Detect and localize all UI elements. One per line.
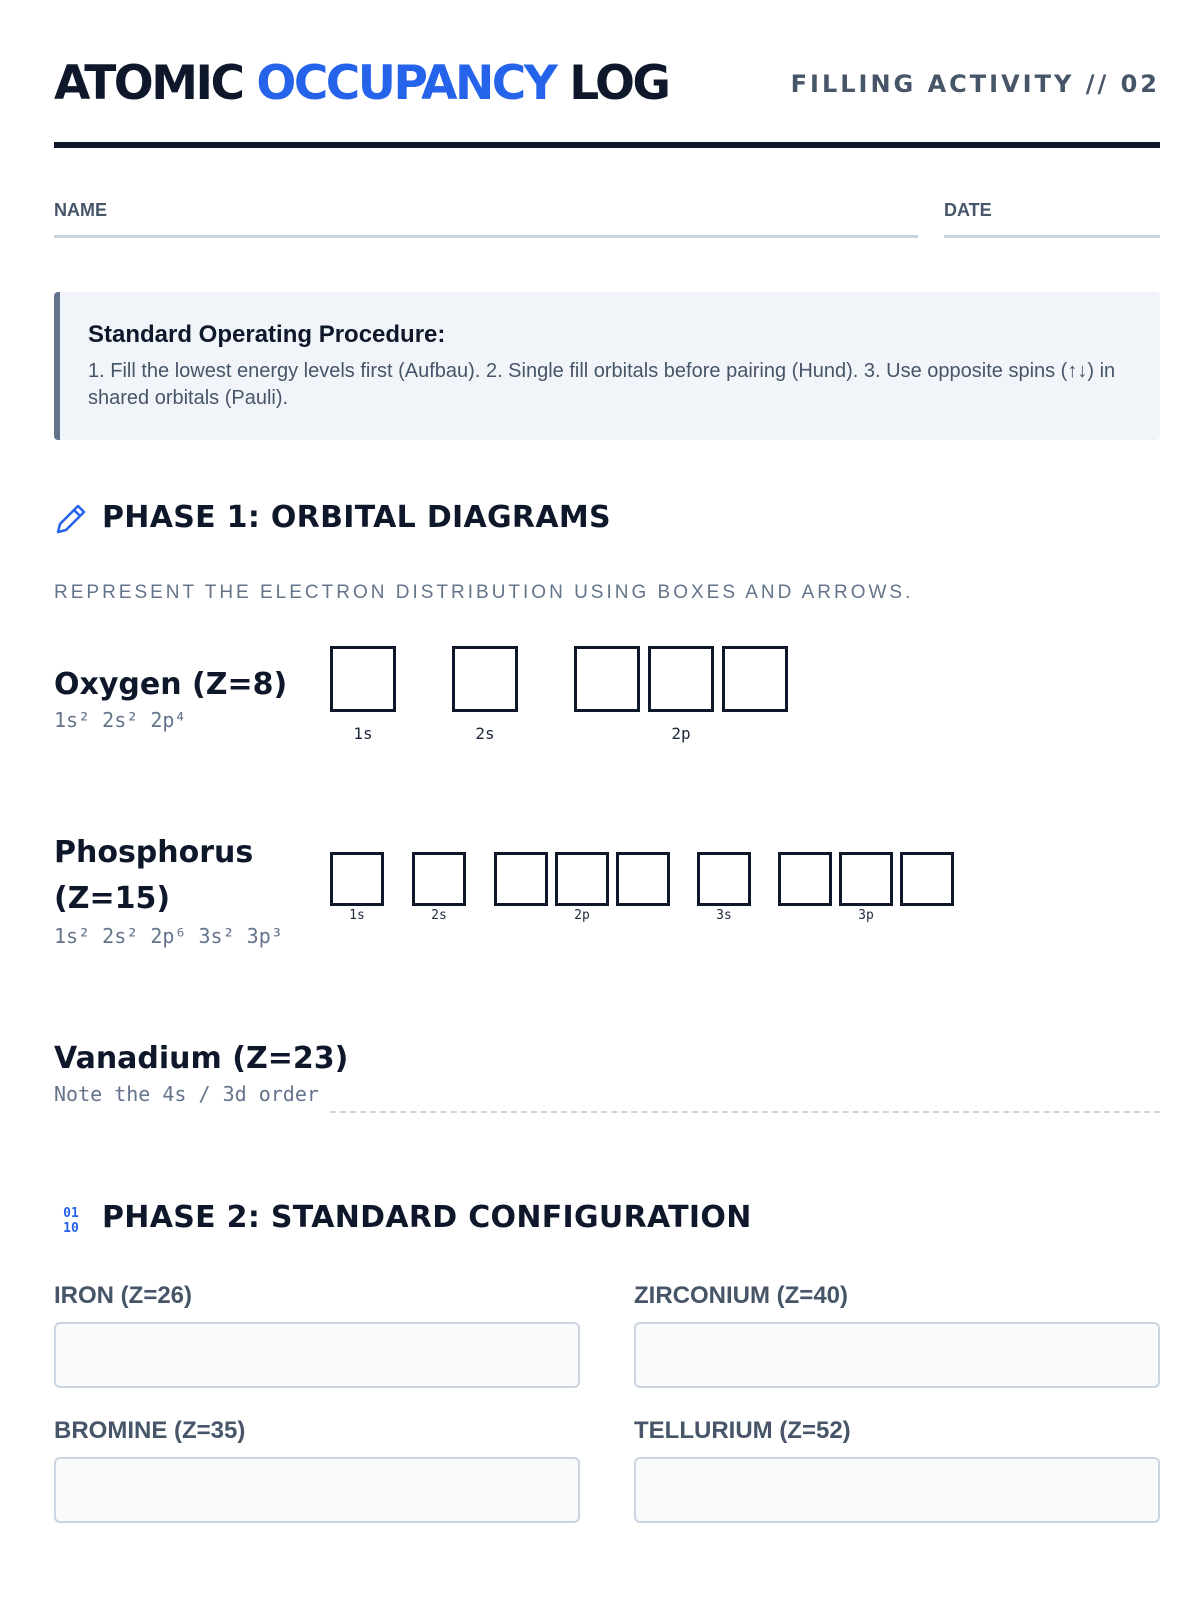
bromine-input[interactable] [54, 1457, 580, 1523]
date-label: DATE [944, 200, 992, 220]
phosphorus-1s-label: 1s [349, 908, 365, 923]
phosphorus-3p-box-2[interactable] [839, 852, 893, 906]
tellurium-input[interactable] [634, 1457, 1160, 1523]
phase-2-title: PHASE 2: STANDARD CONFIGURATION [102, 1200, 752, 1235]
phosphorus-2p-box-2[interactable] [555, 852, 609, 906]
phosphorus-3p-box-1[interactable] [778, 852, 832, 906]
header [54, 56, 1160, 116]
phosphorus-config: 1s² 2s² 2p⁶ 3s² 3p³ [54, 924, 283, 948]
oxygen-2p-box-2[interactable] [648, 646, 714, 712]
procedure-body: 1. Fill the lowest energy levels first (Aufbau). 2. Single fill orbitals before pairing (Hund). 3. Use opposite spins (↑↓) in shared orbitals (Pauli). [88, 360, 1116, 409]
bromine-label: BROMINE (Z=35) [54, 1417, 246, 1444]
oxygen-name: Oxygen (Z=8) [54, 667, 288, 702]
pencil-icon [54, 502, 88, 536]
phosphorus-3p-label: 3p [858, 908, 874, 923]
phosphorus-3s-label: 3s [716, 908, 732, 923]
phase-1-instruction: REPRESENT THE ELECTRON DISTRIBUTION USING BOXES AND ARROWS. [54, 582, 914, 603]
phosphorus-2p-box-3[interactable] [616, 852, 670, 906]
vanadium-name: Vanadium (Z=23) [54, 1041, 349, 1076]
worksheet-page [54, 0, 1160, 1600]
oxygen-2p-label: 2p [671, 724, 691, 743]
phosphorus-3s-box[interactable] [697, 852, 751, 906]
phosphorus-name-line-1: Phosphorus [54, 835, 254, 870]
zirconium-input[interactable] [634, 1322, 1160, 1388]
phosphorus-3p-box-3[interactable] [900, 852, 954, 906]
binary-icon [54, 1202, 88, 1236]
name-label: NAME [54, 200, 107, 220]
svg-text:01: 01 [63, 1206, 79, 1221]
procedure-box [54, 292, 1160, 440]
header-divider [54, 142, 1160, 148]
oxygen-1s-label: 1s [353, 724, 373, 743]
phosphorus-2p-label: 2p [574, 908, 590, 923]
phosphorus-name-line-2: (Z=15) [54, 881, 171, 916]
phosphorus-2s-box[interactable] [412, 852, 466, 906]
phosphorus-2p-box-1[interactable] [494, 852, 548, 906]
svg-text:10: 10 [63, 1221, 79, 1236]
oxygen-2s-label: 2s [475, 724, 495, 743]
date-field[interactable] [944, 200, 1160, 238]
page-title [54, 56, 669, 112]
name-field[interactable] [54, 200, 918, 238]
oxygen-config: 1s² 2s² 2p⁴ [54, 708, 187, 732]
phosphorus-1s-box[interactable] [330, 852, 384, 906]
iron-label: IRON (Z=26) [54, 1282, 193, 1309]
tellurium-label: TELLURIUM (Z=52) [634, 1417, 851, 1444]
zirconium-label: ZIRCONIUM (Z=40) [634, 1282, 849, 1309]
oxygen-1s-box[interactable] [330, 646, 396, 712]
phosphorus-2s-label: 2s [431, 908, 447, 923]
phase-1-title: PHASE 1: ORBITAL DIAGRAMS [102, 500, 611, 535]
vanadium-note: Note the 4s / 3d order [54, 1082, 319, 1106]
procedure-title: Standard Operating Procedure: [88, 321, 446, 348]
title-accent: OCCUPANCY [256, 56, 556, 111]
oxygen-2p-box-3[interactable] [722, 646, 788, 712]
title-part-1: ATOMIC [54, 56, 257, 111]
oxygen-2s-box[interactable] [452, 646, 518, 712]
iron-input[interactable] [54, 1322, 580, 1388]
title-part-2: LOG [555, 56, 669, 111]
activity-label: FILLING ACTIVITY // 02 [790, 70, 1160, 98]
oxygen-2p-box-1[interactable] [574, 646, 640, 712]
vanadium-answer-line[interactable] [330, 1111, 1160, 1113]
